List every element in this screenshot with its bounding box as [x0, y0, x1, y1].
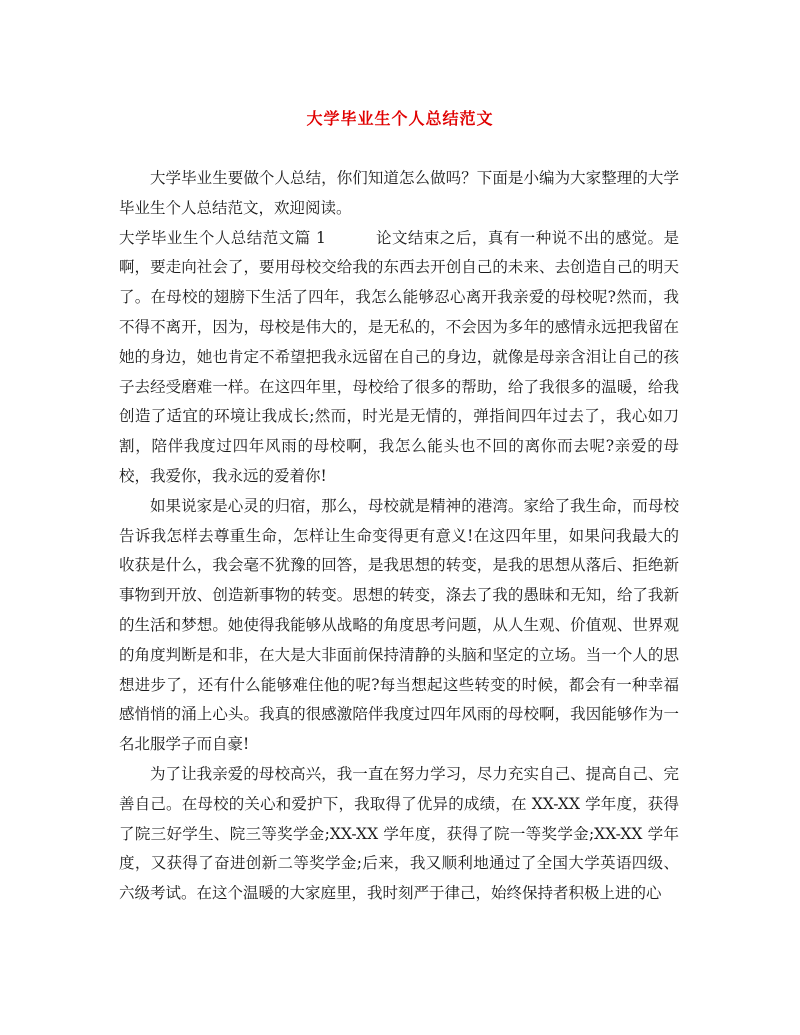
paragraph-1-text: 论文结束之后，真有一种说不出的感觉。是啊，要走向社会了，要用母校交给我的东西去开创自己的未来、去创造自己的明天了。在母校的翅膀下生活了四年，我怎么能够忍心离开我亲爱的母校呢?然而，我不得不离开，因为，母校是伟大的，是无私的，不会因为多年的感情永远把我留在她的身边，她也肯定不希望把我永远留在自己的身边，就像是母亲含泪让自己的孩子去经受磨难一样。在这四年里，母校给了很多的帮助，给了我很多的温暖，给我创造了适宜的环境让我成长;然而，时光是无情的，弹指间四年过去了，我心如刀割，陪伴我度过四年风雨的母校啊，我怎么能头也不回的离你而去呢?亲爱的母校，我爱你，我永远的爱着你! — [119, 228, 679, 485]
document-body — [119, 164, 679, 909]
intro-paragraph: 大学毕业生要做个人总结，你们知道怎么做吗？下面是小编为大家整理的大学毕业生个人总结范文，欢迎阅读。 — [119, 169, 679, 217]
section-heading: 大学毕业生个人总结范文篇 1 — [119, 228, 326, 247]
paragraph-3: 为了让我亲爱的母校高兴，我一直在努力学习，尽力充实自己、提高自己、完善自己。在母校的关心和爱护下，我取得了优异的成绩，在 XX-XX 学年度，获得了院三好学生、院三等奖学金;XX-XX 学年度，获得了院一等奖学金;XX-XX 学年度，又获得了奋进创新二等奖学金;后来，我又顺利地通过了全国大学英语四级、六级考试。在这个温暖的大家庭里，我时刻严于律己，始终保持者积极上进的心 — [119, 764, 679, 903]
document-title: 大学毕业生个人总结范文 — [306, 109, 494, 128]
section-paragraph-1 — [119, 224, 679, 492]
paragraph-2: 如果说家是心灵的归宿，那么，母校就是精神的港湾。家给了我生命，而母校告诉我怎样去尊重生命，怎样让生命变得更有意义!在这四年里，如果问我最大的收获是什么，我会毫不犹豫的回答，是我思想的转变，是我的思想从落后、拒绝新事物到开放、创造新事物的转变。思想的转变，涤去了我的愚昧和无知，给了我新的生活和梦想。她使得我能够从战略的角度思考问题，从人生观、价值观、世界观的角度判断是和非，在大是大非面前保持清静的头脑和坚定的立场。当一个人的思想进步了，还有什么能够难住他的呢?每当想起这些转变的时候，都会有一种幸福感悄悄的涌上心头。我真的很感激陪伴我度过四年风雨的母校啊，我因能够作为一名北服学子而自豪! — [119, 496, 679, 754]
